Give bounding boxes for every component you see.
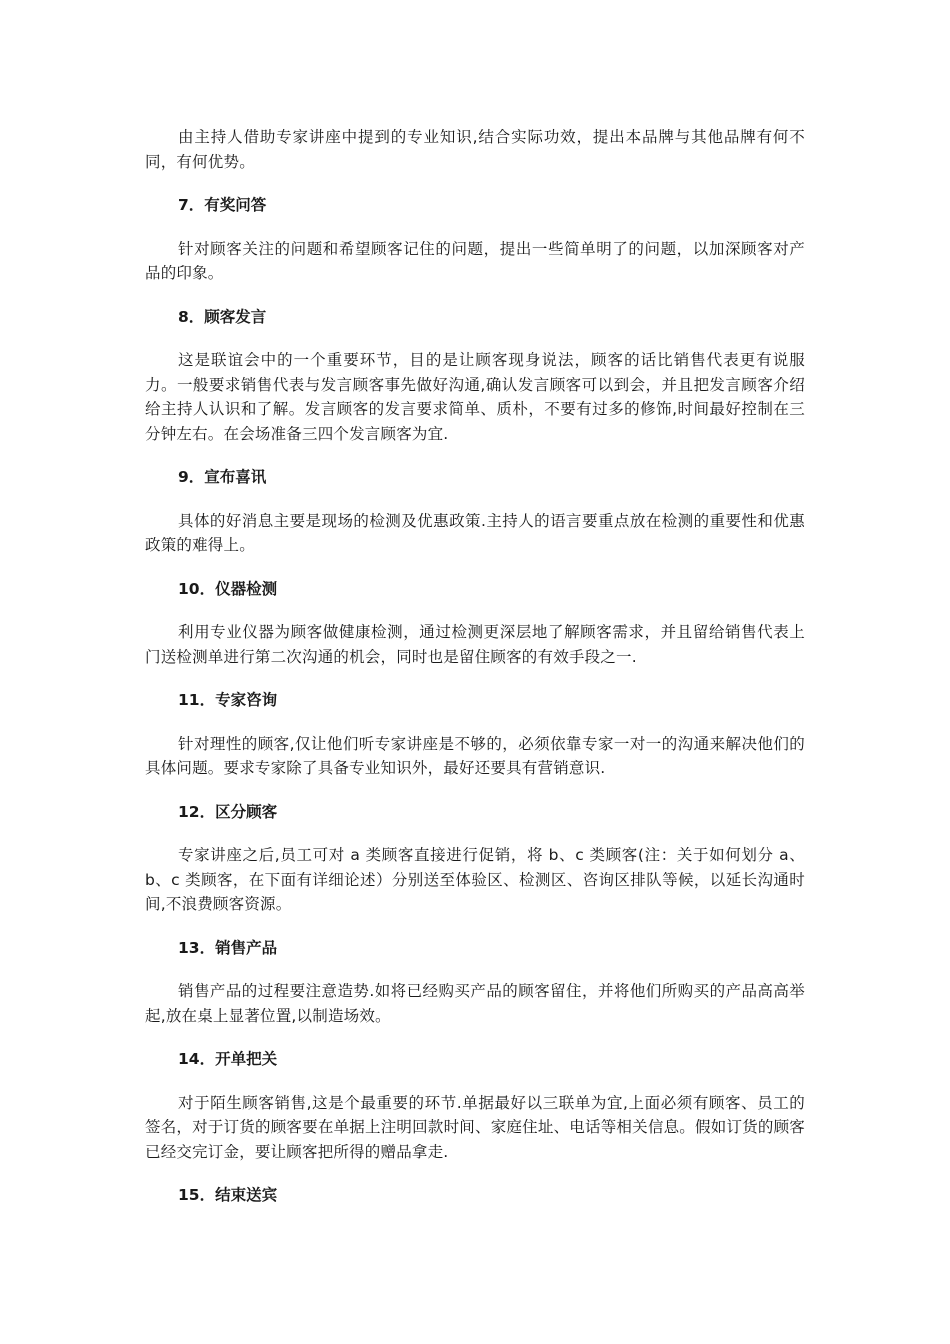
- section-body-7: 针对顾客关注的问题和希望顾客记住的问题，提出一些简单明了的问题，以加深顾客对产品的印象。: [145, 239, 805, 282]
- section-heading-7: 7．有奖问答: [178, 196, 267, 214]
- section-heading-8: 8．顾客发言: [178, 307, 267, 326]
- section-heading-13: 13．销售产品: [178, 938, 278, 957]
- section-body-13: 销售产品的过程要注意造势.如将已经购买产品的顾客留住，并将他们所购买的产品高高举起,放在桌上显著位置,以制造场效。: [145, 982, 805, 1025]
- section-heading-15: 15．结束送宾: [178, 1186, 278, 1204]
- section-body-12: 专家讲座之后,员工可对 a 类顾客直接进行促销，将 b、c 类顾客(注：关于如何划分 a、b、c 类顾客，在下面有详细论述）分别送至体验区、检测区、咨询区排队等候，以延长沟通时间,不浪费顾客资源。: [145, 846, 805, 913]
- section-heading-9: 9．宣布喜讯: [178, 468, 267, 486]
- section-body-8: 这是联谊会中的一个重要环节，目的是让顾客现身说法，顾客的话比销售代表更有说服力。一般要求销售代表与发言顾客事先做好沟通,确认发言顾客可以到会，并且把发言顾客介绍给主持人认识和了解。发言顾客的发言要求简单、质朴，不要有过多的修饰,时间最好控制在三分钟左右。在会场准备三四个发言顾客为宜.: [145, 351, 805, 443]
- section-body-11: 针对理性的顾客,仅让他们听专家讲座是不够的，必须依靠专家一对一的沟通来解决他们的具体问题。要求专家除了具备专业知识外，最好还要具有营销意识.: [145, 734, 805, 777]
- section-body-10: 利用专业仪器为顾客做健康检测，通过检测更深层地了解顾客需求，并且留给销售代表上门送检测单进行第二次沟通的机会，同时也是留住顾客的有效手段之一.: [145, 623, 805, 666]
- intro-paragraph: 由主持人借助专家讲座中提到的专业知识,结合实际功效，提出本品牌与其他品牌有何不同，有何优势。: [145, 128, 805, 171]
- section-body-9: 具体的好消息主要是现场的检测及优惠政策.主持人的语言要重点放在检测的重要性和优惠政策的难得上。: [145, 511, 805, 554]
- section-body-14: 对于陌生顾客销售,这是个最重要的环节.单据最好以三联单为宜,上面必须有顾客、员工的签名，对于订货的顾客要在单据上注明回款时间、家庭住址、电话等相关信息。假如订货的顾客已经交完订金，要让顾客把所得的赠品拿走.: [145, 1093, 805, 1161]
- section-heading-11: 11．专家咨询: [178, 691, 278, 709]
- section-heading-14: 14．开单把关: [178, 1050, 278, 1068]
- document-page: [145, 125, 805, 1208]
- section-heading-10: 10．仪器检测: [178, 579, 278, 598]
- section-heading-12: 12．区分顾客: [178, 802, 278, 821]
